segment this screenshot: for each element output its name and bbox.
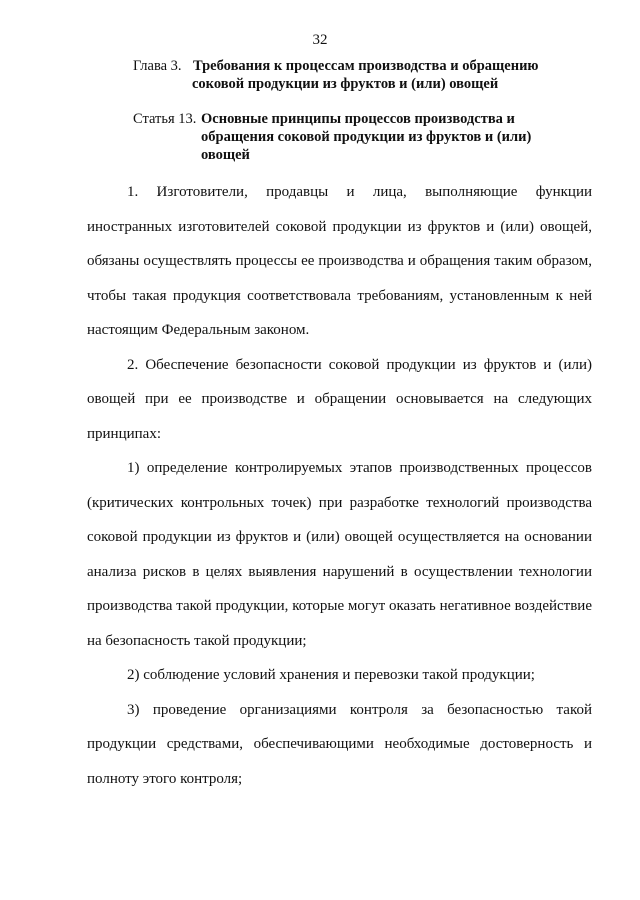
article-label: Статья 13. [133, 111, 197, 127]
article-title-line-2: обращения соковой продукции из фруктов и (или) [201, 129, 532, 145]
article-title-line-1: Основные принципы процессов производства и [201, 111, 515, 127]
paragraph-4: 2) соблюдение условий хранения и перевозки такой продукции; [127, 667, 535, 683]
chapter-title-line-2: соковой продукции из фруктов и (или) овощей [192, 76, 499, 92]
chapter-label: Глава 3. [133, 58, 182, 74]
paragraph-1: 1. Изготовители, продавцы и лица, выполняющие функции иностранных изготовителей соковой продукции из фруктов и (или) овощей, обязаны осуществлять процессы ее производства и обращения таким образом, чтобы такая продукция соответствовала требованиям, установленным к ней настоящим Федеральным законом. [87, 184, 592, 338]
paragraph-3: 1) определение контролируемых этапов производственных процессов (критических контрольных точек) при разработке технологий производства соковой продукции из фруктов и (или) овощей осуществляется на основании анализа рисков в целях выявления нарушений в осуществлении технологии производства такой продукции, которые могут оказать негативное воздействие на безопасность такой продукции; [87, 460, 592, 649]
article-heading [133, 110, 583, 170]
paragraph-2: 2. Обеспечение безопасности соковой продукции из фруктов и (или) овощей при ее производстве и обращении основывается на следующих принципах: [87, 356, 592, 442]
article-body [87, 175, 592, 796]
page-number: 32 [312, 32, 328, 48]
paragraph-5: 3) проведение организациями контроля за безопасностью такой продукции средствами, обеспечивающими необходимые достоверность и полноту этого контроля; [87, 701, 592, 787]
article-title-line-3: овощей [201, 147, 250, 163]
chapter-heading [133, 57, 583, 97]
chapter-title-line-1: Требования к процессам производства и обращению [193, 58, 539, 74]
